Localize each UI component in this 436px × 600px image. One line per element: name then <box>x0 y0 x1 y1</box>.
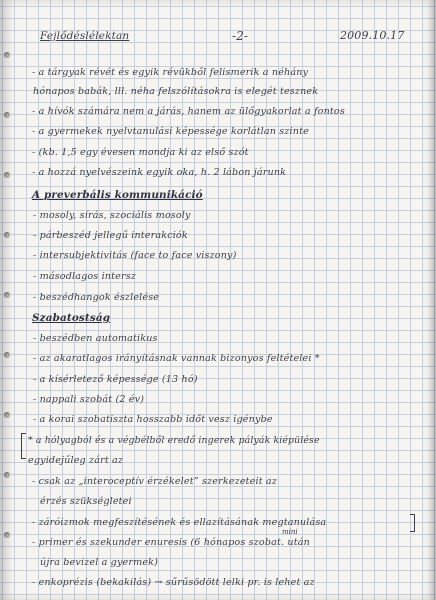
note-line: - (kb. 1,5 egy évesen mondja ki az első szót <box>32 147 249 158</box>
note-line: - enkoprézis (bekakilás) → sűrűsödött lelki pr. is lehet az <box>32 577 315 588</box>
punch-hole <box>4 52 10 58</box>
note-line: - intersubjektivitás (face to face viszony) <box>33 250 237 261</box>
note-line: - a hozzá nyelvészeink egyik oka, h. 2 lábon járunk <box>32 167 287 178</box>
page-date: 2009.10.17 <box>340 29 405 42</box>
page-edge-shadow <box>428 0 436 600</box>
note-line: - mosoly, sírás, szociális mosoly <box>33 210 191 221</box>
note-line: újra bevizel a gyermek) <box>40 557 159 568</box>
section-heading-szobatisztasag: Szabatostság <box>32 312 111 324</box>
punch-hole <box>4 412 10 418</box>
note-line: - csak az „interoceptív érzékelet” szerkezeteit az <box>32 476 277 487</box>
closing-bracket <box>410 514 415 532</box>
note-line: - a hívók számára nem a járás, hanem az ülőgyakorlat a fontos <box>32 106 345 117</box>
page-number: -2- <box>232 29 249 43</box>
note-line: - párbeszéd jellegű interakciók <box>33 230 188 241</box>
page-title: Fejlődéslélektan <box>40 30 130 42</box>
note-line: - beszédben automatikus <box>33 333 158 344</box>
note-line: - beszédhangok észlelése <box>33 292 160 303</box>
note-line: - a gyermekek nyelvtanulási képessége korlátlan szinte <box>32 126 309 137</box>
punch-hole <box>4 112 10 118</box>
note-line: - másodlagos intersz <box>33 271 136 282</box>
note-line: érzés szükségletei <box>40 496 132 507</box>
note-line: - a tárgyak révét és egyik révükből felismerik a néhány <box>32 67 309 78</box>
footnote-line: egyidejűleg zárt az <box>28 455 124 466</box>
note-line: - nappali szobát (2 év) <box>33 394 145 405</box>
note-line: - a korai szobatiszta hosszabb időt vesz igénybe <box>33 414 273 425</box>
footnote-line: * a hólyagból és a végbélből eredő ingerek pályák kiépülése <box>28 435 320 446</box>
note-line: - záróizmok megfeszítésének és ellazításának megtanulása <box>32 517 327 528</box>
note-line: - az akaratlagos irányításnak vannak bizonyos feltételei * <box>33 353 320 364</box>
punch-hole <box>4 532 10 538</box>
footnote-bracket <box>21 433 26 459</box>
note-line: - primer és szekunder enuresis (6 hónapos szobat. után <box>32 537 310 548</box>
section-heading-preverbal: A preverbális kommunikáció <box>32 189 203 201</box>
punch-hole <box>4 352 10 358</box>
inline-annotation: mini <box>282 528 298 536</box>
punch-hole <box>4 292 10 298</box>
punch-hole <box>4 232 10 238</box>
note-line: hónapos babák, lll. néha felszólításokra is elegét tesznek <box>33 86 319 97</box>
punch-hole <box>4 172 10 178</box>
punch-hole <box>4 472 10 478</box>
note-line: - a kísérletező képessége (13 hó) <box>33 374 198 385</box>
binding-shadow <box>0 0 14 600</box>
